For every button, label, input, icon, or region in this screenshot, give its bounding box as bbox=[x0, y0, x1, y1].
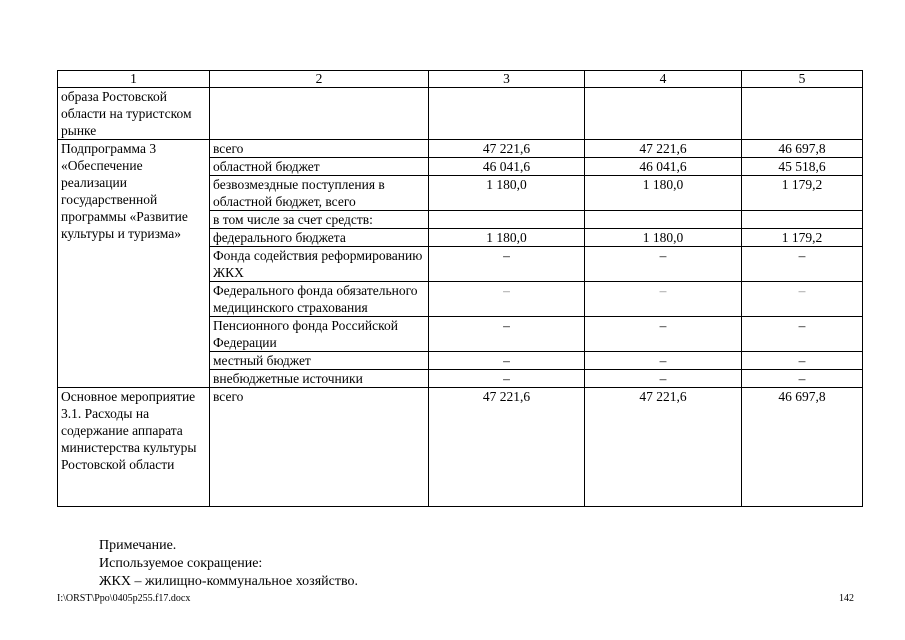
program-name-cell: образа Ростовской области на туристском рынке bbox=[58, 88, 210, 140]
header-cell: 1 bbox=[58, 71, 210, 88]
value-cell: – bbox=[742, 247, 863, 282]
header-cell: 5 bbox=[742, 71, 863, 88]
value-cell: – bbox=[742, 352, 863, 370]
value-cell bbox=[585, 88, 742, 140]
program-name-cell: Подпрограмма 3 «Обеспечение реализации государственной программы «Развитие культуры и туризма» bbox=[58, 140, 210, 388]
value-cell bbox=[742, 88, 863, 140]
table-row bbox=[58, 140, 863, 158]
footer-file-path: I:\ORST\Ppo\0405p255.f17.docx bbox=[57, 593, 191, 604]
value-cell: – bbox=[585, 352, 742, 370]
value-cell: 1 180,0 bbox=[429, 229, 585, 247]
value-cell: 47 221,6 bbox=[585, 388, 742, 507]
value-cell: 1 179,2 bbox=[742, 229, 863, 247]
header-cell: 2 bbox=[210, 71, 429, 88]
value-cell: – bbox=[585, 317, 742, 352]
value-cell: 47 221,6 bbox=[429, 388, 585, 507]
value-cell: – bbox=[742, 370, 863, 388]
value-cell: – bbox=[585, 282, 742, 317]
note-block bbox=[99, 537, 358, 591]
header-cell: 3 bbox=[429, 71, 585, 88]
value-cell bbox=[429, 211, 585, 229]
source-cell: Пенсионного фонда Российской Федерации bbox=[210, 317, 429, 352]
value-cell bbox=[585, 211, 742, 229]
value-cell: – bbox=[585, 247, 742, 282]
source-cell: местный бюджет bbox=[210, 352, 429, 370]
value-cell: – bbox=[742, 282, 863, 317]
table-row bbox=[58, 388, 863, 507]
page-number: 142 bbox=[839, 593, 854, 604]
value-cell: – bbox=[585, 370, 742, 388]
value-cell: 1 180,0 bbox=[585, 176, 742, 211]
value-cell: 46 697,8 bbox=[742, 140, 863, 158]
header-cell: 4 bbox=[585, 71, 742, 88]
budget-table bbox=[57, 70, 863, 507]
source-cell: федерального бюджета bbox=[210, 229, 429, 247]
value-cell bbox=[742, 211, 863, 229]
source-cell: внебюджетные источники bbox=[210, 370, 429, 388]
value-cell: 46 697,8 bbox=[742, 388, 863, 507]
note-title: Примечание. bbox=[99, 538, 177, 553]
value-cell: 1 180,0 bbox=[585, 229, 742, 247]
value-cell: – bbox=[429, 282, 585, 317]
value-cell: 47 221,6 bbox=[585, 140, 742, 158]
source-cell: областной бюджет bbox=[210, 158, 429, 176]
value-cell: 46 041,6 bbox=[585, 158, 742, 176]
value-cell: – bbox=[429, 247, 585, 282]
source-cell: безвозмездные поступления в областной бюджет, всего bbox=[210, 176, 429, 211]
table-row bbox=[58, 88, 863, 140]
value-cell: 45 518,6 bbox=[742, 158, 863, 176]
value-cell: 1 179,2 bbox=[742, 176, 863, 211]
value-cell: – bbox=[429, 317, 585, 352]
source-cell: всего bbox=[210, 388, 429, 507]
value-cell: – bbox=[429, 352, 585, 370]
value-cell: 1 180,0 bbox=[429, 176, 585, 211]
note-line: Используемое сокращение: bbox=[99, 556, 263, 571]
value-cell: – bbox=[429, 370, 585, 388]
source-cell bbox=[210, 88, 429, 140]
note-line: ЖКХ – жилищно-коммунальное хозяйство. bbox=[99, 574, 358, 589]
source-cell: Федерального фонда обязательного медицинского страхования bbox=[210, 282, 429, 317]
table-header-row bbox=[58, 71, 863, 88]
value-cell: 46 041,6 bbox=[429, 158, 585, 176]
value-cell bbox=[429, 88, 585, 140]
source-cell: всего bbox=[210, 140, 429, 158]
value-cell: 47 221,6 bbox=[429, 140, 585, 158]
program-name-cell: Основное мероприятие 3.1. Расходы на содержание аппарата министерства культуры Ростовской области bbox=[58, 388, 210, 507]
value-cell: – bbox=[742, 317, 863, 352]
source-cell: Фонда содействия реформированию ЖКХ bbox=[210, 247, 429, 282]
source-cell: в том числе за счет средств: bbox=[210, 211, 429, 229]
